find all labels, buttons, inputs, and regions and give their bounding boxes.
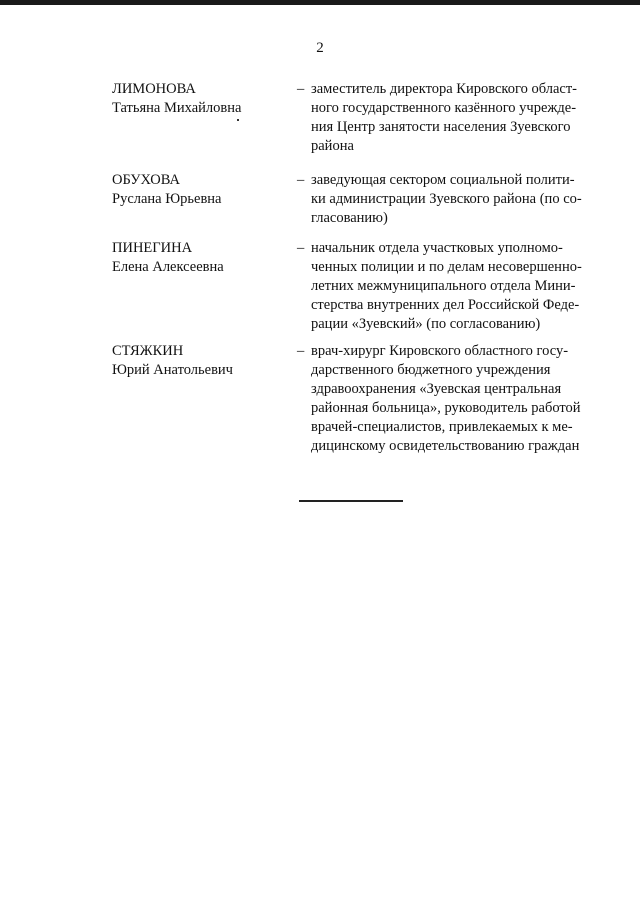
role-line: ченных полиции и по делам несовершенно- (311, 259, 582, 275)
closing-separator-line (299, 500, 403, 502)
member-name (112, 80, 282, 118)
role-line: дарственного бюджетного учреждения (311, 362, 551, 378)
member-name (112, 171, 282, 209)
member-surname: СТЯЖКИН (112, 343, 184, 359)
entry-dash: – (297, 240, 305, 256)
role-line: заведующая сектором социальной полити- (311, 172, 575, 188)
scan-top-edge (0, 0, 640, 5)
role-line: ки администрации Зуевского района (по со- (311, 191, 582, 207)
member-role (311, 171, 585, 228)
role-line: врачей-специалистов, привлекаемых к ме- (311, 419, 573, 435)
role-line: стерства внутренних дел Российской Феде- (311, 297, 580, 313)
entry-dash: – (297, 81, 305, 97)
page-number: 2 (316, 40, 324, 56)
role-line: рации «Зуевский» (по согласованию) (311, 316, 541, 332)
member-given-names: Елена Алексеевна (112, 259, 224, 275)
member-role (311, 239, 585, 334)
role-line: района (311, 138, 354, 154)
member-given-names: Юрий Анатольевич (112, 362, 233, 378)
role-line: ния Центр занятости населения Зуевского (311, 119, 571, 135)
member-given-names: Татьяна Михайловна (112, 100, 242, 116)
member-surname: ЛИМОНОВА (112, 81, 196, 97)
role-line: ного государственного казённого учрежде- (311, 100, 577, 116)
member-name (112, 239, 282, 277)
role-line: гласованию) (311, 210, 388, 226)
role-line: здравоохранения «Зуевская центральная (311, 381, 562, 397)
scan-speck (237, 119, 239, 121)
role-line: врач-хирург Кировского областного госу- (311, 343, 569, 359)
member-given-names: Руслана Юрьевна (112, 191, 222, 207)
role-line: районная больница», руководитель работой (311, 400, 581, 416)
role-line: начальник отдела участковых уполномо- (311, 240, 563, 256)
entry-dash: – (297, 343, 305, 359)
role-line: летних межмуниципального отдела Мини- (311, 278, 576, 294)
role-line: дицинскому освидетельствованию граждан (311, 438, 580, 454)
entry-dash: – (297, 172, 305, 188)
role-line: заместитель директора Кировского област- (311, 81, 577, 97)
member-role (311, 80, 585, 156)
member-surname: ОБУХОВА (112, 172, 180, 188)
member-name (112, 342, 282, 380)
member-surname: ПИНЕГИНА (112, 240, 193, 256)
member-role (311, 342, 585, 456)
